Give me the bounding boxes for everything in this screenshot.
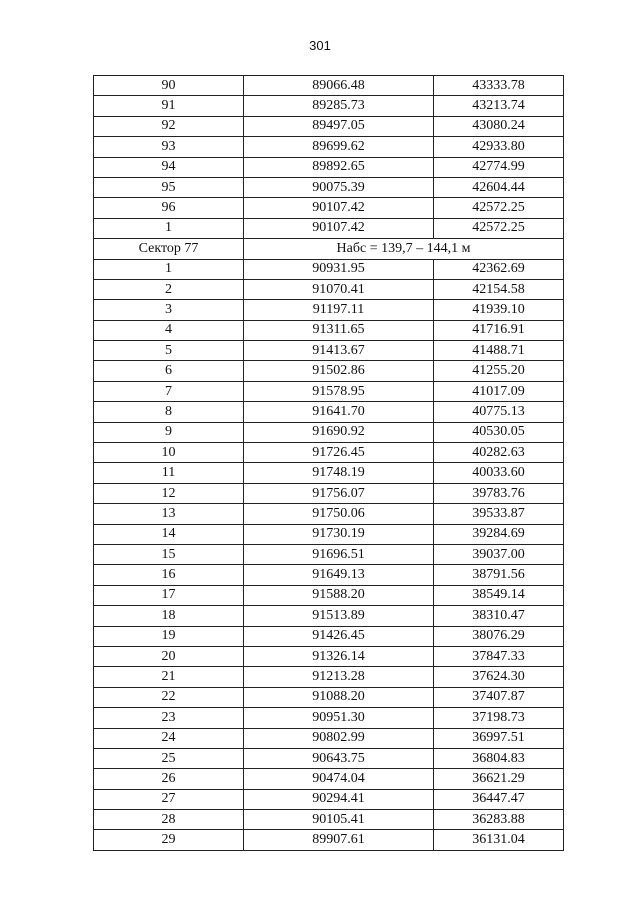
y-coordinate-cell: 38791.56 xyxy=(434,565,564,585)
y-coordinate-cell: 36447.47 xyxy=(434,789,564,809)
y-coordinate-cell: 42572.25 xyxy=(434,198,564,218)
x-coordinate-cell: 91578.95 xyxy=(244,381,434,401)
x-coordinate-cell: 91730.19 xyxy=(244,524,434,544)
x-coordinate-cell: 91197.11 xyxy=(244,300,434,320)
x-coordinate-cell: 91696.51 xyxy=(244,544,434,564)
table-row xyxy=(94,422,564,442)
table-row xyxy=(94,218,564,238)
y-coordinate-cell: 36621.29 xyxy=(434,769,564,789)
x-coordinate-cell: 89066.48 xyxy=(244,76,434,96)
point-number-cell: 15 xyxy=(94,544,244,564)
x-coordinate-cell: 90105.41 xyxy=(244,810,434,830)
section-height-range: Набс = 139,7 – 144,1 м xyxy=(244,239,564,259)
x-coordinate-cell: 91088.20 xyxy=(244,687,434,707)
point-number-cell: 94 xyxy=(94,157,244,177)
point-number-cell: 16 xyxy=(94,565,244,585)
y-coordinate-cell: 43333.78 xyxy=(434,76,564,96)
y-coordinate-cell: 40033.60 xyxy=(434,463,564,483)
x-coordinate-cell: 90951.30 xyxy=(244,708,434,728)
table-row xyxy=(94,606,564,626)
point-number-cell: 23 xyxy=(94,708,244,728)
table-row xyxy=(94,463,564,483)
rows-before-section xyxy=(94,76,564,239)
y-coordinate-cell: 39037.00 xyxy=(434,544,564,564)
y-coordinate-cell: 43213.74 xyxy=(434,96,564,116)
table-row xyxy=(94,402,564,422)
page-number: 301 xyxy=(309,38,331,53)
y-coordinate-cell: 36283.88 xyxy=(434,810,564,830)
x-coordinate-cell: 91326.14 xyxy=(244,646,434,666)
table-row xyxy=(94,524,564,544)
table-row xyxy=(94,76,564,96)
y-coordinate-cell: 41017.09 xyxy=(434,381,564,401)
table-row xyxy=(94,504,564,524)
x-coordinate-cell: 91641.70 xyxy=(244,402,434,422)
y-coordinate-cell: 41716.91 xyxy=(434,320,564,340)
point-number-cell: 7 xyxy=(94,381,244,401)
x-coordinate-cell: 91502.86 xyxy=(244,361,434,381)
x-coordinate-cell: 91756.07 xyxy=(244,483,434,503)
x-coordinate-cell: 91748.19 xyxy=(244,463,434,483)
x-coordinate-cell: 90075.39 xyxy=(244,177,434,197)
table-row xyxy=(94,157,564,177)
table-row xyxy=(94,300,564,320)
x-coordinate-cell: 90643.75 xyxy=(244,748,434,768)
y-coordinate-cell: 42154.58 xyxy=(434,279,564,299)
x-coordinate-cell: 89497.05 xyxy=(244,116,434,136)
table-row xyxy=(94,443,564,463)
x-coordinate-cell: 91726.45 xyxy=(244,443,434,463)
table-row xyxy=(94,544,564,564)
x-coordinate-cell: 91690.92 xyxy=(244,422,434,442)
table-row xyxy=(94,320,564,340)
point-number-cell: 93 xyxy=(94,137,244,157)
y-coordinate-cell: 40530.05 xyxy=(434,422,564,442)
table-row xyxy=(94,585,564,605)
x-coordinate-cell: 91070.41 xyxy=(244,279,434,299)
y-coordinate-cell: 38310.47 xyxy=(434,606,564,626)
table-row xyxy=(94,483,564,503)
y-coordinate-cell: 41255.20 xyxy=(434,361,564,381)
table-row xyxy=(94,626,564,646)
table-row xyxy=(94,116,564,136)
point-number-cell: 90 xyxy=(94,76,244,96)
y-coordinate-cell: 38076.29 xyxy=(434,626,564,646)
x-coordinate-cell: 90802.99 xyxy=(244,728,434,748)
point-number-cell: 2 xyxy=(94,279,244,299)
y-coordinate-cell: 42774.99 xyxy=(434,157,564,177)
y-coordinate-cell: 42572.25 xyxy=(434,218,564,238)
x-coordinate-cell: 91750.06 xyxy=(244,504,434,524)
point-number-cell: 20 xyxy=(94,646,244,666)
section-header-row xyxy=(94,239,564,259)
y-coordinate-cell: 37198.73 xyxy=(434,708,564,728)
table-row xyxy=(94,361,564,381)
point-number-cell: 22 xyxy=(94,687,244,707)
point-number-cell: 95 xyxy=(94,177,244,197)
point-number-cell: 18 xyxy=(94,606,244,626)
point-number-cell: 5 xyxy=(94,341,244,361)
y-coordinate-cell: 36131.04 xyxy=(434,830,564,850)
y-coordinate-cell: 39783.76 xyxy=(434,483,564,503)
x-coordinate-cell: 89699.62 xyxy=(244,137,434,157)
point-number-cell: 4 xyxy=(94,320,244,340)
y-coordinate-cell: 38549.14 xyxy=(434,585,564,605)
y-coordinate-cell: 39533.87 xyxy=(434,504,564,524)
table-row xyxy=(94,789,564,809)
y-coordinate-cell: 40282.63 xyxy=(434,443,564,463)
point-number-cell: 29 xyxy=(94,830,244,850)
point-number-cell: 91 xyxy=(94,96,244,116)
y-coordinate-cell: 36804.83 xyxy=(434,748,564,768)
y-coordinate-cell: 41488.71 xyxy=(434,341,564,361)
point-number-cell: 13 xyxy=(94,504,244,524)
x-coordinate-cell: 89892.65 xyxy=(244,157,434,177)
table-row xyxy=(94,769,564,789)
y-coordinate-cell: 41939.10 xyxy=(434,300,564,320)
table-row xyxy=(94,810,564,830)
table-row xyxy=(94,646,564,666)
y-coordinate-cell: 42604.44 xyxy=(434,177,564,197)
table-row xyxy=(94,708,564,728)
table-row xyxy=(94,341,564,361)
table-row xyxy=(94,728,564,748)
table-row xyxy=(94,279,564,299)
x-coordinate-cell: 91426.45 xyxy=(244,626,434,646)
table-row xyxy=(94,830,564,850)
point-number-cell: 24 xyxy=(94,728,244,748)
table-row xyxy=(94,96,564,116)
y-coordinate-cell: 42933.80 xyxy=(434,137,564,157)
x-coordinate-cell: 90107.42 xyxy=(244,198,434,218)
table-row xyxy=(94,177,564,197)
x-coordinate-cell: 89285.73 xyxy=(244,96,434,116)
rows-after-section xyxy=(94,259,564,850)
table-row xyxy=(94,667,564,687)
x-coordinate-cell: 90474.04 xyxy=(244,769,434,789)
x-coordinate-cell: 90931.95 xyxy=(244,259,434,279)
section-label: Сектор 77 xyxy=(94,239,244,259)
point-number-cell: 9 xyxy=(94,422,244,442)
x-coordinate-cell: 89907.61 xyxy=(244,830,434,850)
point-number-cell: 92 xyxy=(94,116,244,136)
point-number-cell: 26 xyxy=(94,769,244,789)
y-coordinate-cell: 36997.51 xyxy=(434,728,564,748)
x-coordinate-cell: 90107.42 xyxy=(244,218,434,238)
point-number-cell: 17 xyxy=(94,585,244,605)
coordinates-table xyxy=(93,75,564,851)
point-number-cell: 19 xyxy=(94,626,244,646)
point-number-cell: 8 xyxy=(94,402,244,422)
x-coordinate-cell: 91588.20 xyxy=(244,585,434,605)
point-number-cell: 1 xyxy=(94,218,244,238)
point-number-cell: 28 xyxy=(94,810,244,830)
y-coordinate-cell: 43080.24 xyxy=(434,116,564,136)
x-coordinate-cell: 91513.89 xyxy=(244,606,434,626)
section-header-group xyxy=(94,239,564,259)
point-number-cell: 10 xyxy=(94,443,244,463)
point-number-cell: 1 xyxy=(94,259,244,279)
table-row xyxy=(94,259,564,279)
table-row xyxy=(94,381,564,401)
table-row xyxy=(94,137,564,157)
x-coordinate-cell: 90294.41 xyxy=(244,789,434,809)
y-coordinate-cell: 39284.69 xyxy=(434,524,564,544)
y-coordinate-cell: 37847.33 xyxy=(434,646,564,666)
point-number-cell: 14 xyxy=(94,524,244,544)
y-coordinate-cell: 37407.87 xyxy=(434,687,564,707)
x-coordinate-cell: 91213.28 xyxy=(244,667,434,687)
point-number-cell: 6 xyxy=(94,361,244,381)
x-coordinate-cell: 91311.65 xyxy=(244,320,434,340)
y-coordinate-cell: 42362.69 xyxy=(434,259,564,279)
x-coordinate-cell: 91649.13 xyxy=(244,565,434,585)
x-coordinate-cell: 91413.67 xyxy=(244,341,434,361)
table-row xyxy=(94,687,564,707)
point-number-cell: 3 xyxy=(94,300,244,320)
y-coordinate-cell: 37624.30 xyxy=(434,667,564,687)
table-row xyxy=(94,565,564,585)
table-row xyxy=(94,198,564,218)
table-row xyxy=(94,748,564,768)
point-number-cell: 11 xyxy=(94,463,244,483)
point-number-cell: 21 xyxy=(94,667,244,687)
point-number-cell: 12 xyxy=(94,483,244,503)
point-number-cell: 96 xyxy=(94,198,244,218)
point-number-cell: 27 xyxy=(94,789,244,809)
point-number-cell: 25 xyxy=(94,748,244,768)
y-coordinate-cell: 40775.13 xyxy=(434,402,564,422)
